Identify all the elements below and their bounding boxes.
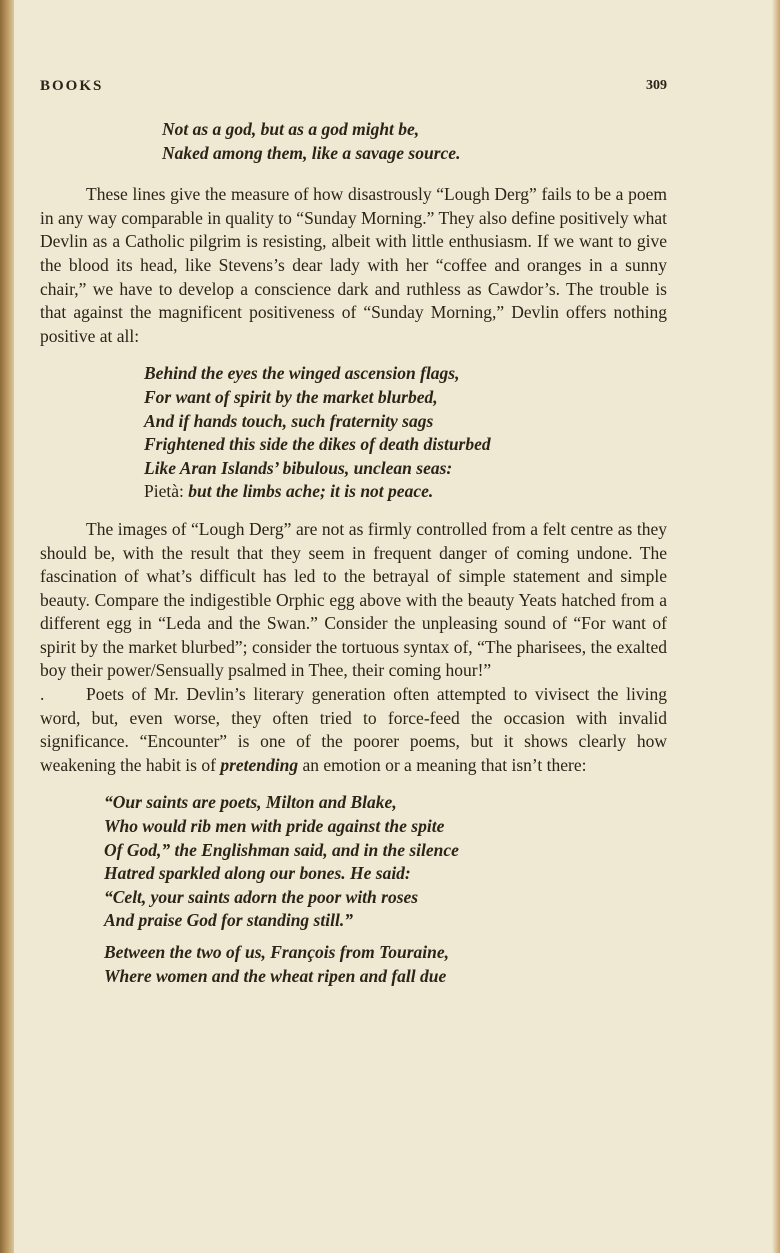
verse-line: Not as a god, but as a god might be, (162, 119, 420, 139)
paragraph-3-text-start: Poets of Mr. Devlin’s literary generation often attempted to vivisect the living word, but, even worse, they often tried to force-feed the occasion with invalid significance. “Encounter” is one of the poorer poems, but it shows clearly how weakening the habit is of (40, 684, 667, 775)
running-head: BOOKS (40, 78, 104, 94)
verse-line: And praise God for standing still.” (104, 910, 353, 931)
verse-line: Like Aran Islands’ bibulous, unclean seas: (144, 457, 453, 478)
emphasis-pretending: pretending (220, 754, 299, 775)
verse-line: Frightened this side the dikes of death disturbed (144, 434, 491, 455)
verse-rest: but the limbs ache; it is not peace. (188, 481, 434, 502)
verse-line: Where women and the wheat ripen and fall due (104, 965, 447, 986)
paragraph-1: These lines give the measure of how disastrously “Lough Derg” fails to be a poem in any way comparable in quality to “Sunday Morning.” They also define positively what Devlin as a Catholic pilgrim is resisting, albeit with little enthusiasm. If we want to give the blood its head, like Stevens’s dear lady with her “coffee and oranges in a sunny chair,” we have to develop a conscience dark and ruthless as Cawdor’s. The trouble is that against the magnificent positiveness of “Sunday Morning,” Devlin offers nothing positive at all: (40, 184, 667, 346)
quotation-lough-derg (40, 362, 667, 504)
verse-line: “Our saints are poets, Milton and Blake, (104, 792, 397, 813)
quotation-encounter (40, 791, 667, 933)
verse-line: Hatred sparkled along our bones. He said: (104, 863, 411, 884)
verse-line: “Celt, your saints adorn the poor with roses (104, 886, 419, 907)
stray-mark: . (40, 684, 45, 705)
paragraph-3-text-end: an emotion or a meaning that isn’t there: (298, 754, 587, 775)
verse-prefix: Pietà: (144, 481, 184, 502)
verse-line: Of God,” the Englishman said, and in the silence (104, 839, 459, 860)
page-edge (772, 0, 780, 1253)
paragraph-2: The images of “Lough Derg” are not as firmly controlled from a felt centre as they should be, with the result that they seem in frequent danger of coming undone. The fascination of what’s difficult has led to the betrayal of simple statement and simple beauty. Compare the indigestible Orphic egg above with the beauty Yeats hatched from a different egg in “Leda and the Swan.” Consider the unpleasing sound of “For want of spirit by the market blurbed”; consider the tortuous syntax of, “The pharisees, the exalted boy their power/Sensually psalmed in Thee, their coming hour!” (40, 518, 667, 681)
book-spine-shadow (0, 0, 14, 1253)
page-number: 309 (646, 78, 667, 93)
verse-line: Who would rib men with pride against the spite (104, 816, 445, 837)
verse-line: Naked among them, like a savage source. (162, 142, 461, 163)
verse-line: For want of spirit by the market blurbed, (144, 386, 438, 407)
paragraph-3 (40, 683, 667, 777)
verse-line-pieta (144, 480, 667, 504)
verse-line: Between the two of us, François from Touraine, (104, 942, 450, 962)
page-header (40, 78, 667, 100)
verse-line: And if hands touch, such fraternity sags (144, 410, 434, 431)
verse-line: Behind the eyes the winged ascension flags, (144, 363, 460, 384)
quotation-encounter-stanza-2 (40, 941, 667, 988)
epigraph (40, 118, 667, 165)
page-body (40, 118, 667, 988)
